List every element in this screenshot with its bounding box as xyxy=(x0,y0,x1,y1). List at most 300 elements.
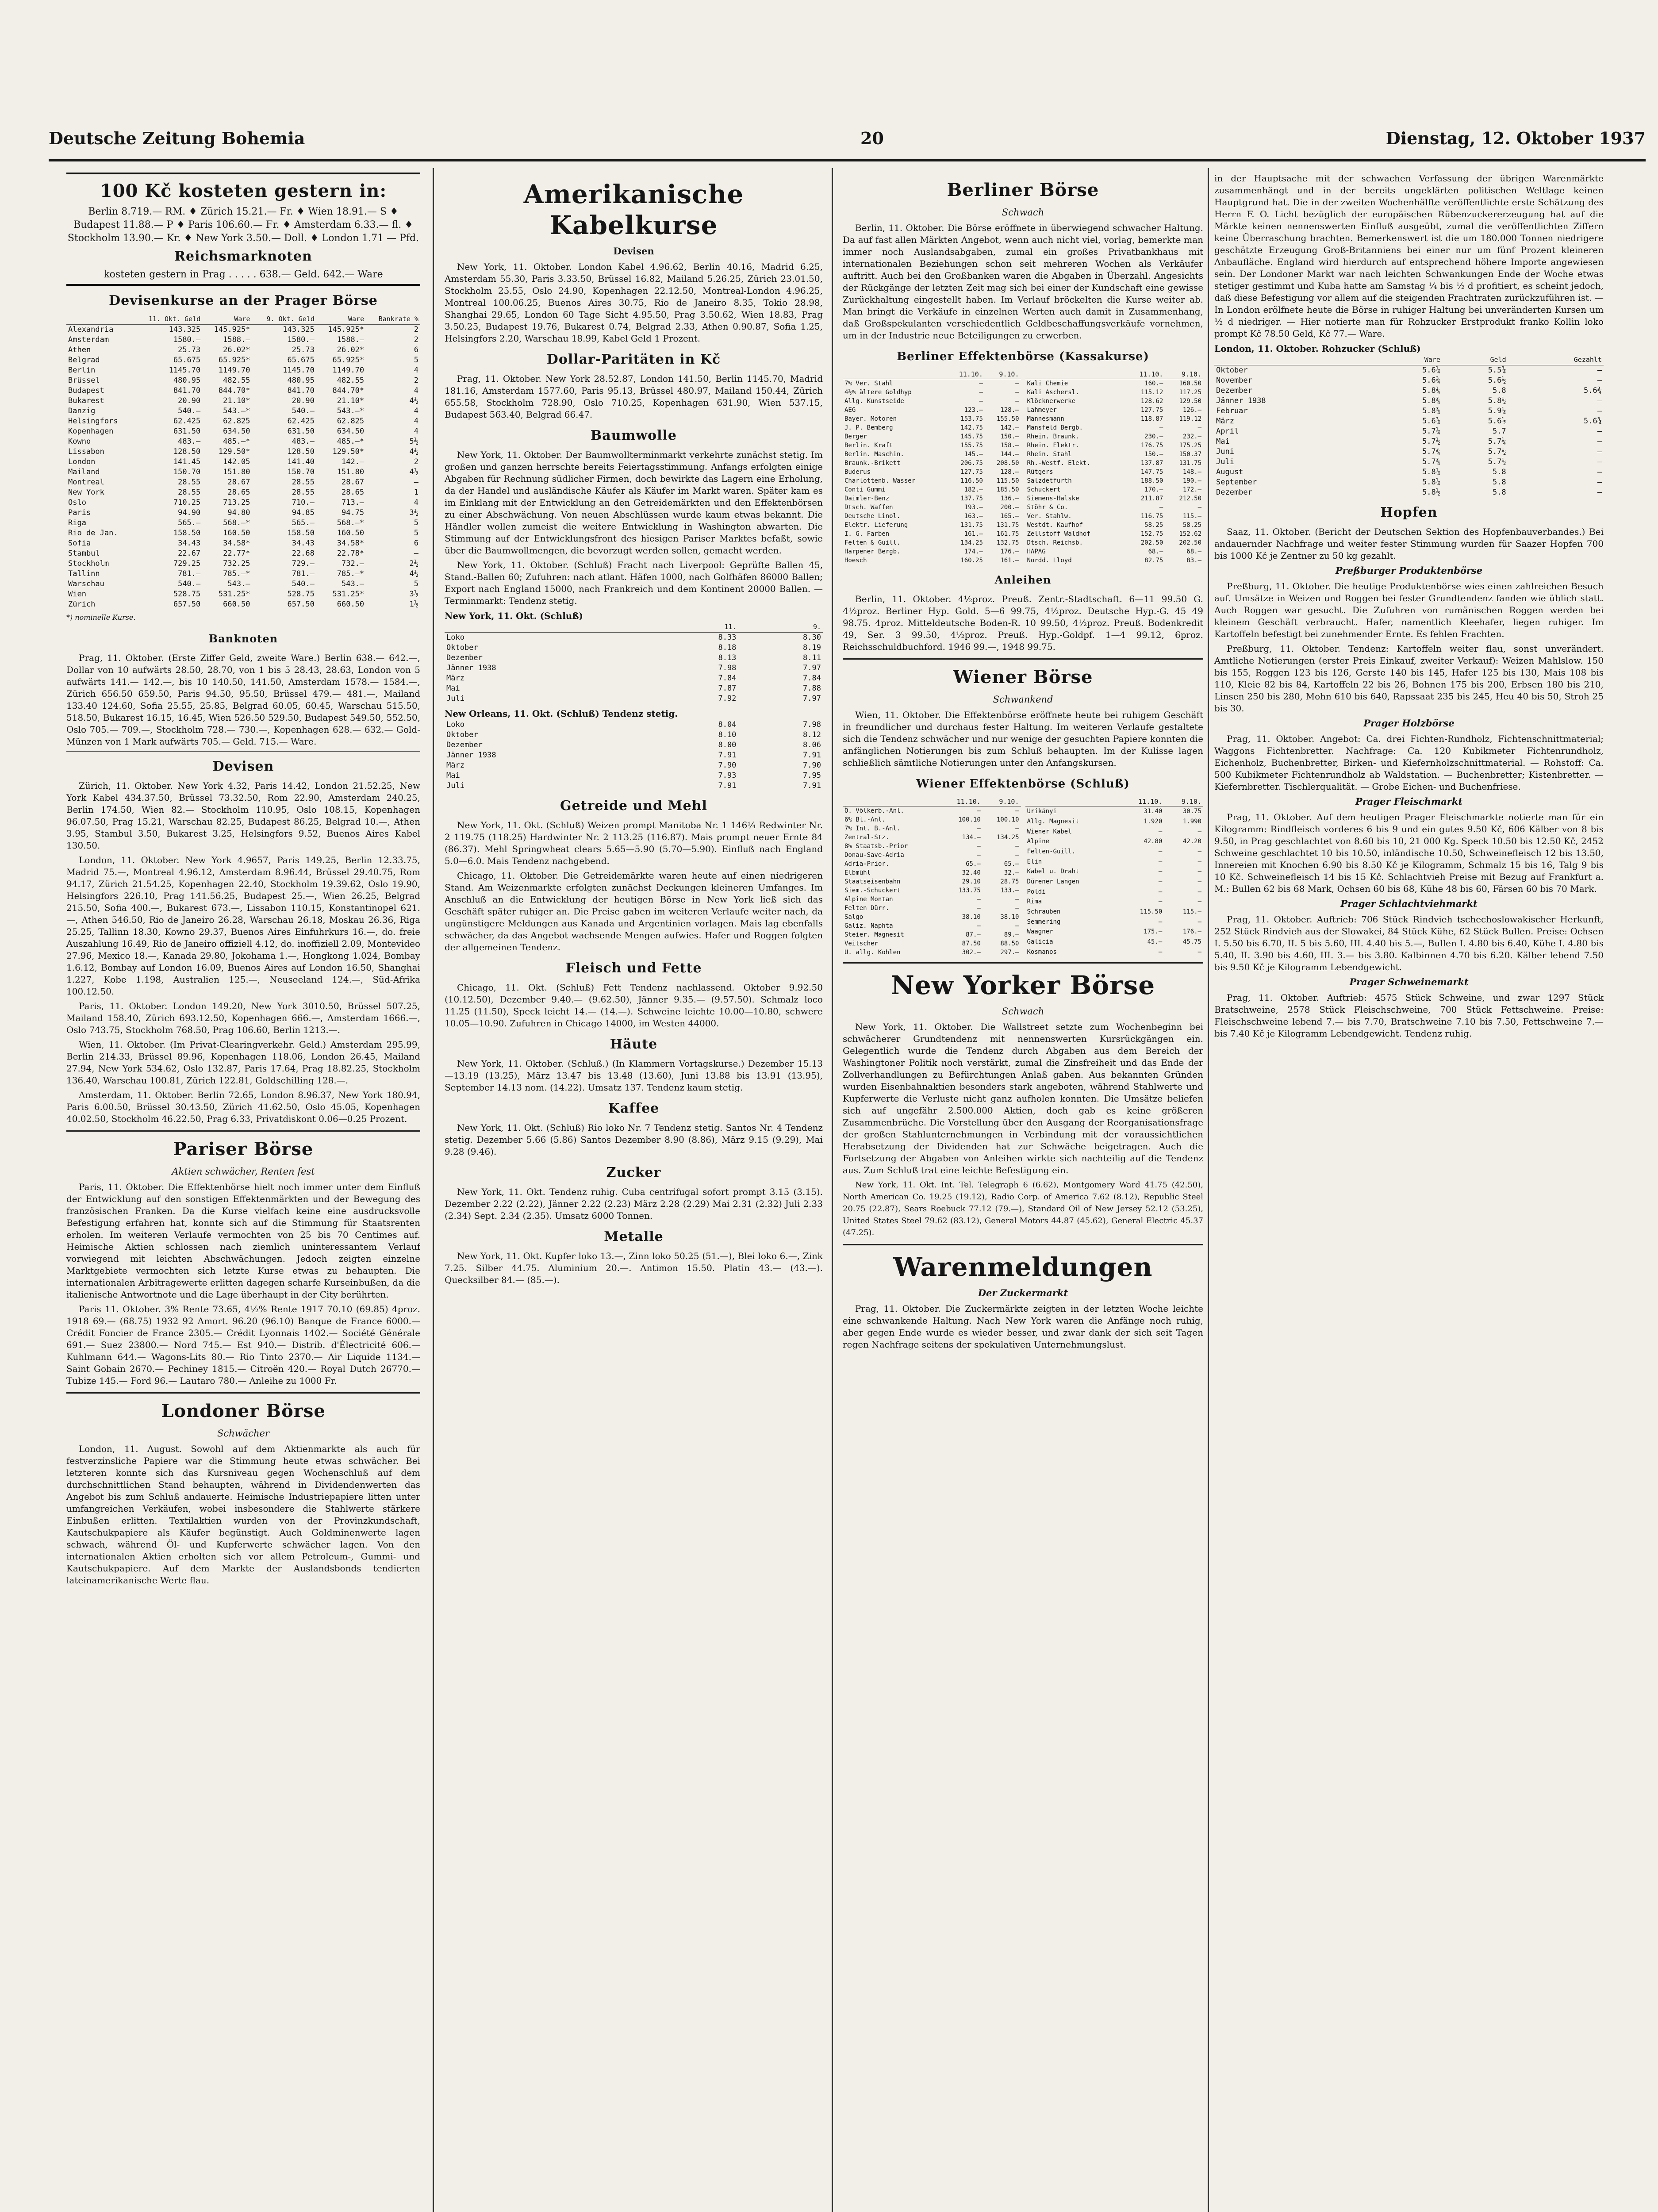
table-row xyxy=(1025,907,1204,917)
table-cell: Kali Aschersl. xyxy=(1027,389,1079,396)
table-row xyxy=(1025,406,1204,415)
table-cell: Salgo xyxy=(844,914,864,921)
schlachtvieh-title: Prager Schlachtviehmarkt xyxy=(1340,898,1478,909)
table-cell: 8.13 xyxy=(718,653,737,662)
dollar-title: Dollar-Paritäten in Kč xyxy=(546,352,721,367)
hopfen-text: Saaz, 11. Oktober. (Bericht der Deutschen Sektion des Hopfenbauverbandes.) Bei andauernder Nachfrage und weiter fester Stimmung wurden für Saazer Hopfen 700 bis 1000 Kč je Zentner zu 50 kg gezahlt. xyxy=(1214,526,1604,561)
table-row xyxy=(843,939,1021,948)
table-cell: Zellstoff Waldhof xyxy=(1027,530,1090,538)
table-cell: 100.10 xyxy=(958,816,981,823)
table-cell: 5.6½ xyxy=(1488,376,1506,385)
table-cell: Poldi xyxy=(1027,888,1046,895)
table-cell: 2 xyxy=(414,457,418,466)
table-cell: 28.67 xyxy=(227,478,250,487)
table-cell: 540.— xyxy=(292,580,315,588)
table-cell: 211.87 xyxy=(1140,495,1163,502)
table-row xyxy=(843,904,1021,913)
reichsmark-text: kosteten gestern in Prag . . . . . 638.— Geld. 642.— Ware xyxy=(104,269,383,280)
table-cell: J. P. Bemberg xyxy=(844,424,893,431)
table-cell: 841.70 xyxy=(287,386,315,395)
table-cell: — xyxy=(977,843,981,850)
table-cell: — xyxy=(414,549,418,558)
table-cell: 142.— xyxy=(341,457,365,466)
table-cell: 134.25 xyxy=(960,539,983,546)
table-cell: Mai xyxy=(446,771,460,780)
table-cell: Alpine xyxy=(1027,838,1050,845)
table-cell: 58.25 xyxy=(1144,522,1163,529)
table-cell: Zentral-Stz. xyxy=(844,834,890,841)
table-cell: 5.7½ xyxy=(1488,457,1506,466)
berliner-subtitle: Schwach xyxy=(1002,207,1044,218)
table-cell: Siem.-Schuckert xyxy=(844,887,901,894)
table-row xyxy=(445,730,823,740)
table-cell: Alexandria xyxy=(68,325,114,334)
baumwolle-title: Baumwolle xyxy=(590,428,677,443)
schweinemarkt-text: Prag, 11. Oktober. Auftrieb: 4575 Stück Schweine, und zwar 1297 Stück Bratschweine, 2578 Stück Fleischschweine, 700 Stück Fettschweine. Preise: Fleischschweine lebend 7.— bis 7.70, Bratschweine 7.10 bis 7.50, Fettschweine 7.— bis 7.40 Kč je Kilogramm Lebendgewicht. Tendenz ruhig. xyxy=(1214,992,1604,1039)
table-cell: 710.25 xyxy=(173,498,201,507)
table-row xyxy=(445,694,823,704)
table-row xyxy=(66,488,420,498)
table-row xyxy=(843,877,1021,886)
table-row xyxy=(66,538,420,549)
table-cell: 160.25 xyxy=(960,557,983,564)
table-cell: 1588.— xyxy=(337,335,365,344)
table-cell: 126.— xyxy=(1182,407,1201,414)
table-header-cell: Ware xyxy=(316,314,366,325)
table-cell: 3½ xyxy=(409,508,418,517)
table-cell: 32.— xyxy=(1004,869,1019,876)
table-row xyxy=(1025,485,1204,494)
table-cell: 115.50 xyxy=(996,477,1019,484)
table-cell: Jänner 1938 xyxy=(1216,396,1266,405)
table-row xyxy=(66,569,420,579)
table-cell: Stambul xyxy=(68,549,100,558)
table-cell: 7.91 xyxy=(718,751,737,760)
table-cell: Siemens-Halske xyxy=(1027,495,1079,502)
column-divider xyxy=(433,168,434,2212)
berliner-text: Berlin, 11. Oktober. Die Börse eröffnete in überwiegend schwacher Haltung. Da auf fast allen Märkten Angebot, wenn auch nicht viel, vorlag, bemerkte man immer noch Auslandsabgaben, zumal ein großes Privatbankhaus mit internationalen Beziehungen schon seit mehreren Wochen als Verkäufer auftritt. Auch bei den Großbanken waren die Abgaben in Überzahl. Angesichts der Rückgänge der letzten Zeit mag sich bei einer der Kundschaft eine gewisse Zurückhaltung eingestellt haben. Im Verlauf bröckelten die Kurse weiter ab. Man bringt die Verkäufe in einzelnen Werten auch damit in Zusammenhang, daß Großspekulanten verschiedentlich Geldbeschaffungsverkäufe vornehmen, um in der Industrie neue Beteiligungen zu erwerben. xyxy=(843,223,1203,341)
table-header-cell: Geld xyxy=(1442,355,1508,365)
table-cell: 22.77* xyxy=(223,549,250,558)
table-cell: 543.— xyxy=(341,580,365,588)
table-cell: 117.25 xyxy=(1179,389,1201,396)
table-cell: 1580.— xyxy=(173,335,201,344)
table-cell: 781.— xyxy=(292,569,315,578)
table-cell: Dezember xyxy=(1216,386,1252,395)
table-row xyxy=(66,345,420,355)
table-cell: 176.— xyxy=(1000,548,1019,555)
table-cell: 5.7¾ xyxy=(1422,457,1440,466)
table-cell: Ö. Völkerb.-Anl. xyxy=(844,807,904,814)
table-cell: 142.05 xyxy=(223,457,250,466)
table-cell: 634.50 xyxy=(337,427,365,436)
table-row xyxy=(1025,388,1204,397)
table-cell: 141.45 xyxy=(173,457,201,466)
table-cell: März xyxy=(446,674,464,683)
table-cell: Steier. Magnesit xyxy=(844,931,904,938)
table-row xyxy=(843,423,1021,432)
table-cell: 540.— xyxy=(178,407,201,415)
table-cell: 190.— xyxy=(1182,477,1201,484)
table-cell: Felten Dürr. xyxy=(844,905,890,912)
table-cell: 5.8½ xyxy=(1422,488,1440,497)
table-cell: 713.25 xyxy=(223,498,250,507)
table-row xyxy=(843,521,1021,530)
table-cell: 128.62 xyxy=(1140,398,1163,405)
paragraph: New York, 11. Okt. (Schluß) Weizen prompt Manitoba Nr. 1 146¼ Redwinter Nr. 2 119.75 (118.25) Hardwinter Nr. 2 113.25 (116.87). Mais prompt neuer Ernte 84 (86.37). Mehl Springwheat clears 5.65—5.90 (5.70—5.90). Einfluß nach England 5.0—6.0. Mais Tendenz nachgebend. xyxy=(445,820,823,866)
table-cell: 145.925* xyxy=(214,325,250,334)
table-cell: Juni xyxy=(1216,447,1234,456)
table-cell: — xyxy=(1015,852,1019,859)
table-cell: 8.10 xyxy=(718,730,737,739)
table-cell: — xyxy=(977,922,981,929)
table-cell: Deutsche Linol. xyxy=(844,513,901,520)
table-cell: 202.50 xyxy=(1140,539,1163,546)
table-cell: 115.— xyxy=(1182,513,1201,520)
table-row xyxy=(1214,376,1604,386)
table-cell: 127.75 xyxy=(1140,407,1163,414)
table-cell: Nordd. Lloyd xyxy=(1027,557,1072,564)
table-cell: — xyxy=(1158,848,1163,856)
table-cell: 58.25 xyxy=(1182,522,1201,529)
table-cell: 176.75 xyxy=(1140,442,1163,449)
table-row xyxy=(843,512,1021,521)
table-cell: 568.—* xyxy=(223,518,250,527)
newyorker-text: New York, 11. Oktober. Die Wallstreet setzte zum Wochenbeginn bei schwächerer Grundtendenz mit nennenswerten Kursrückgängen ein. Gelegentlich wurde die Tendenz durch Abgaben aus dem Bereich der Washingtoner Politik noch verstärkt, zumal die Zinsfreiheit und das Ende der Zollverhandlungen zu Befürchtungen Anlaß gaben. Aus bekannten Gründen wurden Eisenbahnaktien besonders stark angeboten, während Stahlwerte und Kupferwerte die Verluste nicht ganz aufholen konnten. Die Umsätze beliefen sich auf ungefähr 2.500.000 Aktien, doch gab es keine größeren Zusammenbrüche. Die Vorstellung über den Ausgang der Reorganisationsfrage der großen Stahlunternehmungen in Verbindung mit der voraussichtlichen Herabsetzung der Dividenden hat zur Schwäche beigetragen. Auch die Fortsetzung der Abgaben von Anleihen wirkte sich nachteilig auf die Tendenz aus. Zum Schluß trat eine leichte Befestigung ein. xyxy=(843,1022,1203,1175)
table-cell: — xyxy=(1015,843,1019,850)
table-cell: Felten & Guill. xyxy=(844,539,901,546)
table-row xyxy=(1025,847,1204,857)
table-header-cell: 11. xyxy=(653,622,738,633)
table-row xyxy=(1025,494,1204,503)
table-cell: Zürich xyxy=(68,600,96,609)
devisen-paragraphs xyxy=(66,780,420,1125)
table-cell: Staatseisenbahn xyxy=(844,878,901,885)
table-row xyxy=(445,633,823,643)
table-cell: — xyxy=(1015,398,1019,405)
table-cell: Allg. Magnesit xyxy=(1027,818,1079,826)
table-cell: April xyxy=(1216,427,1239,436)
table-row xyxy=(843,868,1021,877)
table-cell: 65.675 xyxy=(287,356,315,365)
table-cell: Dezember xyxy=(446,653,483,662)
table-row xyxy=(1214,477,1604,488)
table-cell: — xyxy=(1597,437,1602,446)
table-row xyxy=(66,589,420,599)
table-cell: Jänner 1938 xyxy=(446,664,496,672)
table-cell: — xyxy=(1597,407,1602,415)
table-cell: 163.— xyxy=(964,513,983,520)
table-cell: 5.5¾ xyxy=(1488,366,1506,375)
table-cell: 89.— xyxy=(1004,931,1019,938)
table-row xyxy=(66,467,420,477)
london-zucker-table xyxy=(1214,355,1604,498)
table-row xyxy=(1214,406,1604,416)
table-row xyxy=(1025,432,1204,441)
table-cell: 175.25 xyxy=(1179,442,1201,449)
table-cell: 3½ xyxy=(409,590,418,599)
table-cell: 160.50 xyxy=(1179,380,1201,387)
table-cell: 1145.70 xyxy=(283,366,315,375)
issue-date: Dienstag, 12. Oktober 1937 xyxy=(1386,128,1646,148)
table-cell: Westdt. Kaufhof xyxy=(1027,522,1083,529)
currency-box xyxy=(66,173,420,286)
table-cell: 5.8¼ xyxy=(1422,478,1440,487)
table-row xyxy=(843,397,1021,406)
table-row xyxy=(843,530,1021,538)
table-row xyxy=(843,930,1021,939)
table-cell: Juli xyxy=(446,781,464,790)
table-cell: 202.50 xyxy=(1179,539,1201,546)
table-cell: 543.— xyxy=(227,580,250,588)
table-cell: 7.92 xyxy=(718,694,737,703)
table-cell: 134.25 xyxy=(996,834,1019,841)
table-cell: 21.10* xyxy=(223,396,250,405)
table-header-cell: Bankrate % xyxy=(366,314,420,325)
table-header-cell: 9.10. xyxy=(1165,370,1203,379)
table-row xyxy=(66,549,420,559)
table-row xyxy=(1025,877,1204,887)
table-cell: 7% Int. B.-Anl. xyxy=(844,825,901,832)
table-cell: 631.50 xyxy=(287,427,315,436)
table-header-cell: 9. xyxy=(738,622,823,633)
table-cell: London xyxy=(68,457,96,466)
table-cell: U. allg. Kohlen xyxy=(844,949,901,956)
table-cell: 115.50 xyxy=(1140,908,1163,915)
table-cell: 8.06 xyxy=(803,741,821,749)
wiener-text: Wien, 11. Oktober. Die Effektenbörse eröffnete heute bei ruhigem Geschäft in freundlicher und durchaus fester Haltung. Im weiteren Verlaufe gestaltete sich die Tendenz schwächer und nur wenige der gesuchten Papiere konnten die anfänglichen Notierungen bis zum Schluß behaupten. Im der Kulisse lagen schließlich sämtliche Notierungen unter den Anfangskursen. xyxy=(843,710,1203,768)
table-cell: 206.75 xyxy=(960,460,983,467)
wiener-title: Wiener Börse xyxy=(953,667,1093,687)
table-cell: 34.43 xyxy=(292,539,315,548)
table-header-cell xyxy=(1025,797,1118,806)
table-cell: Belgrad xyxy=(68,356,100,365)
table-cell: — xyxy=(1597,468,1602,476)
table-cell: 150.— xyxy=(1000,433,1019,440)
column-divider xyxy=(832,168,833,2212)
table-cell: Rütgers xyxy=(1027,469,1053,476)
table-row xyxy=(843,379,1021,388)
table-cell: Oktober xyxy=(1216,366,1248,375)
table-cell: Juli xyxy=(446,694,464,703)
divider xyxy=(66,1392,420,1394)
table-cell: — xyxy=(414,478,418,487)
table-cell: I. G. Farben xyxy=(844,530,890,538)
table-row xyxy=(66,416,420,426)
table-cell: 28.67 xyxy=(341,478,365,487)
table-cell: 6 xyxy=(414,346,418,354)
table-cell: 62.425 xyxy=(287,417,315,426)
table-cell: Conti Gummi xyxy=(844,486,886,493)
table-row xyxy=(445,663,823,673)
paragraph: Amsterdam, 11. Oktober. Berlin 72.65, London 8.96.37, New York 180.94, Paris 6.00.50, Brüssel 30.43.50, Zürich 41.62.50, Oslo 45.05, Kopenhagen 40.02.50, Stockholm 46.22.50, Prag 6.33, Privatdiskont 0.06—0.25 Prozent. xyxy=(66,1090,420,1124)
table-cell: 22.68 xyxy=(292,549,315,558)
zuckermarkt-title: Der Zuckermarkt xyxy=(978,1287,1068,1298)
table-row xyxy=(843,450,1021,459)
table-cell: 143.325 xyxy=(283,325,315,334)
table-cell: 5.6¾ xyxy=(1584,417,1602,426)
newspaper-name: Deutsche Zeitung Bohemia xyxy=(49,128,305,148)
table-row xyxy=(1025,476,1204,485)
table-cell: März xyxy=(446,761,464,770)
table-row xyxy=(1025,817,1204,827)
table-cell: Rio de Jan. xyxy=(68,529,118,538)
table-cell: — xyxy=(1197,424,1201,431)
dollar-text: Prag, 11. Oktober. New York 28.52.87, London 141.50, Berlin 1145.70, Madrid 181.16, Amsterdam 1577.60, Paris 95.13, Brüssel 480.97, Mailand 150.44, Zürich 655.58, Stockholm 728.90, Oslo 710.25, Kopenhagen 631.90, Wien 537.15, Budapest 563.40, Belgrad 66.47. xyxy=(445,373,823,420)
table-cell: New York xyxy=(68,488,104,497)
fleischmarkt-text: Prag, 11. Oktober. Auf dem heutigen Prager Fleischmarkte notierte man für ein Kilogramm: Rindfleisch vorderes 6 bis 9 und ein gutes 9.50 Kč, 606 Kälber von 8 bis 9.50, in Prag geschlachtet von 8.60 bis 10, 21 000 Kg. Speck 10.50 bis 12.50 Kč, 2452 Schweine geschlachtet 10 bis 10.50, inländische 10.50, Schweinefleisch 12 bis 13.50, Innereien mit Knochen 6.90 bis 8.50 Kč je Kilogramm, Schmalz 15 bis 16, Talg 9 bis 10 Kč. Schweinefleisch 14 bis 15 Kč. Schlachtvieh Preise mit Bezug auf Frankfurt a. M.: Bullen 62 bis 68 Mark, Ochsen 60 bis 68, Kühe 48 bis 60, Färsen 60 bis 70 Mark. xyxy=(1214,812,1604,894)
table-row xyxy=(1025,450,1204,459)
table-cell: — xyxy=(1197,918,1201,926)
table-cell: — xyxy=(977,807,981,814)
table-cell: 5.8½ xyxy=(1488,396,1506,405)
table-cell: 7.84 xyxy=(718,674,737,683)
table-cell: — xyxy=(1197,898,1201,906)
table-cell: 161.— xyxy=(1000,557,1019,564)
table-cell: März xyxy=(1216,417,1234,426)
table-row xyxy=(66,376,420,386)
table-row xyxy=(1025,856,1204,867)
table-cell: — xyxy=(1158,858,1163,865)
table-cell: — xyxy=(1197,504,1201,511)
table-row xyxy=(1025,512,1204,521)
haeute-text: New York, 11. Oktober. (Schluß.) (In Klammern Vortagskurse.) Dezember 15.13—13.19 (13.25), März 13.47 bis 13.48 (13.60), Juni 13.88 bis 13.91 (13.95), September 14.13 nom. (14.22). Umsatz 137. Tendenz kaum stetig. xyxy=(445,1058,823,1093)
table-cell: 131.75 xyxy=(996,522,1019,529)
table-cell: 7.98 xyxy=(718,664,737,672)
table-cell: 62.825 xyxy=(223,417,250,426)
table-row xyxy=(445,781,823,791)
table-cell: — xyxy=(1158,948,1163,956)
table-cell: 34.58* xyxy=(223,539,250,548)
table-cell: 30.75 xyxy=(1182,808,1201,815)
table-cell: 5 xyxy=(414,356,418,365)
table-cell: August xyxy=(1216,468,1244,476)
table-cell: November xyxy=(1216,376,1252,385)
table-cell: 150.70 xyxy=(287,468,315,476)
table-cell: 127.75 xyxy=(960,469,983,476)
table-cell: 543.—* xyxy=(223,407,250,415)
table-cell: Februar xyxy=(1216,407,1248,415)
table-cell: 7.90 xyxy=(803,761,821,770)
holzboerse-title: Prager Holzbörse xyxy=(1363,718,1455,729)
table-cell: 28.55 xyxy=(292,478,315,487)
table-cell: 26.02* xyxy=(223,346,250,354)
table-cell: 568.—* xyxy=(337,518,365,527)
table-cell: 4 xyxy=(414,417,418,426)
table-row xyxy=(843,851,1021,860)
table-cell: 137.87 xyxy=(1140,460,1163,467)
table-header-cell xyxy=(843,797,942,806)
table-cell: — xyxy=(1158,888,1163,895)
table-cell: Loko xyxy=(446,720,464,729)
table-row xyxy=(1025,837,1204,847)
table-cell: 141.40 xyxy=(287,457,315,466)
table-cell: 65.925* xyxy=(332,356,365,365)
table-cell: 185.50 xyxy=(996,486,1019,493)
table-cell: Warschau xyxy=(68,580,104,588)
table-cell: 781.— xyxy=(178,569,201,578)
table-cell: 42.20 xyxy=(1182,838,1201,845)
table-cell: 7.97 xyxy=(803,694,821,703)
table-cell: 5.6½ xyxy=(1488,417,1506,426)
table-cell: 115.— xyxy=(1182,908,1201,915)
zucker-continuation: in der Hauptsache mit der schwachen Verfassung der übrigen Warenmärkte zusammenhängt und in der bereits ungeklärten politischen Weltlage keinen Hauptgrund hat. Die in der zweiten Wochenhälfte veröffentlichte erste Schätzung des Herrn F. O. Licht bezüglich der europäischen Rübenzuckererzeugung hat auf die Märkte keinen nennenswerten Einfluß ausgeübt, zumal die veröffentlichten Ziffern keine Überraschung brachten. Bemerkenswert ist die um 180.000 Tonnen niedrigere geschätzte Erzeugung Groß-Britanniens bei einer nur um fünf Prozent kleineren Anbaufläche. England wird hierdurch auf entsprechend höhere Importe angewiesen sein. Der Londoner Markt war nach leichten Schwankungen Ende der Woche etwas stetiger gestimmt und Kuba hatte am Samstag ¼ bis ½ d profitiert, es scheint jedoch, daß diese Befestigung vor allem auf die steigenden Frachtraten zurückzuführen ist. — In London erölfnete heute die Börse in ruhiger Haltung bei unveränderten Kursen um ½ d niedriger. — Hier notierte man für Rohzucker Erstprodukt franko Kollin loko prompt Kč 78.50 Geld, Kč 77.— Ware. xyxy=(1214,173,1604,339)
table-cell: 28.55 xyxy=(178,478,201,487)
table-row xyxy=(843,441,1021,450)
table-cell: 7.98 xyxy=(803,720,821,729)
getreide-title: Getreide und Mehl xyxy=(560,798,707,814)
table-cell: 5 xyxy=(414,529,418,538)
table-cell: 100.10 xyxy=(996,816,1019,823)
table-cell: Braunk.-Brikett xyxy=(844,460,901,467)
table-row xyxy=(843,494,1021,503)
column-4 xyxy=(1214,173,1604,2212)
table-row xyxy=(445,720,823,730)
table-row xyxy=(843,503,1021,512)
divider xyxy=(843,1244,1203,1245)
anleihen-text: Berlin, 11. Oktober. 4½proz. Preuß. Zentr.-Stadtschaft. 6—11 99.50 G. 4½proz. Berliner Hyp. Gold. 5—6 99.75, 4½proz. Deutsche Hyp.-G. 45 49 98.75. 4proz. Mitteldeutsche Boden-R. 10 99.50, 4½proz. Preuß. Bodenkredit 49, Ser. 3 99.50, 4½proz. Preuß. Hyp.-Goldpf. 1—4 99.12, 6proz. Reichsschuldbuchford. 1946 99.—, 1948 99.75. xyxy=(843,594,1203,652)
table-cell: Buderus xyxy=(844,469,871,476)
table-cell: 4½ xyxy=(409,569,418,578)
table-cell: 7.91 xyxy=(718,781,737,790)
table-row xyxy=(445,673,823,684)
reichsmark-title: Reichsmarknoten xyxy=(174,249,312,264)
table-cell: 1.920 xyxy=(1144,818,1163,826)
holzboerse-text: Prag, 11. Oktober. Angebot: Ca. drei Fichten-Rundholz, Fichtenschnittmaterial; Waggons Fichtenbretter. Nachfrage: Ca. 120 Kubikmeter Fichtenrundholz, Eichenholz, Buchenbretter, Birken- und Kiefernholzschnittmaterial. — Rohstoff: Ca. 500 Kubikmeter Fichtenrundholz ab Waldstation. — Buchenbretter; Kistenbretter. — Kiefernbretter. Tischlerqualität. — Grobe Eichen- und Buchenfriese. xyxy=(1214,733,1604,792)
table-header-cell: 11.10. xyxy=(942,797,983,806)
table-row xyxy=(1025,468,1204,476)
table-cell: Oktober xyxy=(446,730,478,739)
table-cell: 5.8 xyxy=(1492,488,1506,497)
table-cell: — xyxy=(1597,396,1602,405)
table-row xyxy=(843,476,1021,485)
table-cell: 152.75 xyxy=(1140,530,1163,538)
table-cell: Kabel u. Draht xyxy=(1027,868,1079,876)
table-cell: 94.80 xyxy=(227,508,250,517)
table-cell: 151.80 xyxy=(337,468,365,476)
table-cell: Rima xyxy=(1027,898,1042,906)
table-cell: Dtsch. Reichsb. xyxy=(1027,539,1083,546)
table-row xyxy=(1025,927,1204,937)
table-cell: 4 xyxy=(414,366,418,375)
table-cell: Sofia xyxy=(68,539,91,548)
no-cotton-table xyxy=(445,720,823,791)
table-cell: 38.10 xyxy=(1000,914,1019,921)
table-cell: — xyxy=(1015,389,1019,396)
table-cell: 28.75 xyxy=(1000,878,1019,885)
table-cell: 129.50* xyxy=(218,447,250,456)
table-cell: 155.75 xyxy=(960,442,983,449)
table-cell: Kali Chemie xyxy=(1027,380,1068,387)
fleisch-fette-title: Fleisch und Fette xyxy=(565,960,702,976)
table-cell: 174.— xyxy=(964,548,983,555)
table-cell: 158.50 xyxy=(287,529,315,538)
table-row xyxy=(445,653,823,663)
table-cell: 34.58* xyxy=(337,539,365,548)
table-row xyxy=(1214,437,1604,447)
table-cell: 65.675 xyxy=(173,356,201,365)
table-cell: 2 xyxy=(414,325,418,334)
table-cell: 844.70* xyxy=(332,386,365,395)
table-row xyxy=(1025,826,1204,837)
wiener-table-left xyxy=(843,797,1021,957)
table-cell: — xyxy=(1158,898,1163,906)
table-row xyxy=(1214,426,1604,437)
table-cell: — xyxy=(979,389,983,396)
table-cell: 158.50 xyxy=(173,529,201,538)
table-cell: 531.25* xyxy=(332,590,365,599)
devisen-prag-title: Devisenkurse an der Prager Börse xyxy=(109,293,378,308)
